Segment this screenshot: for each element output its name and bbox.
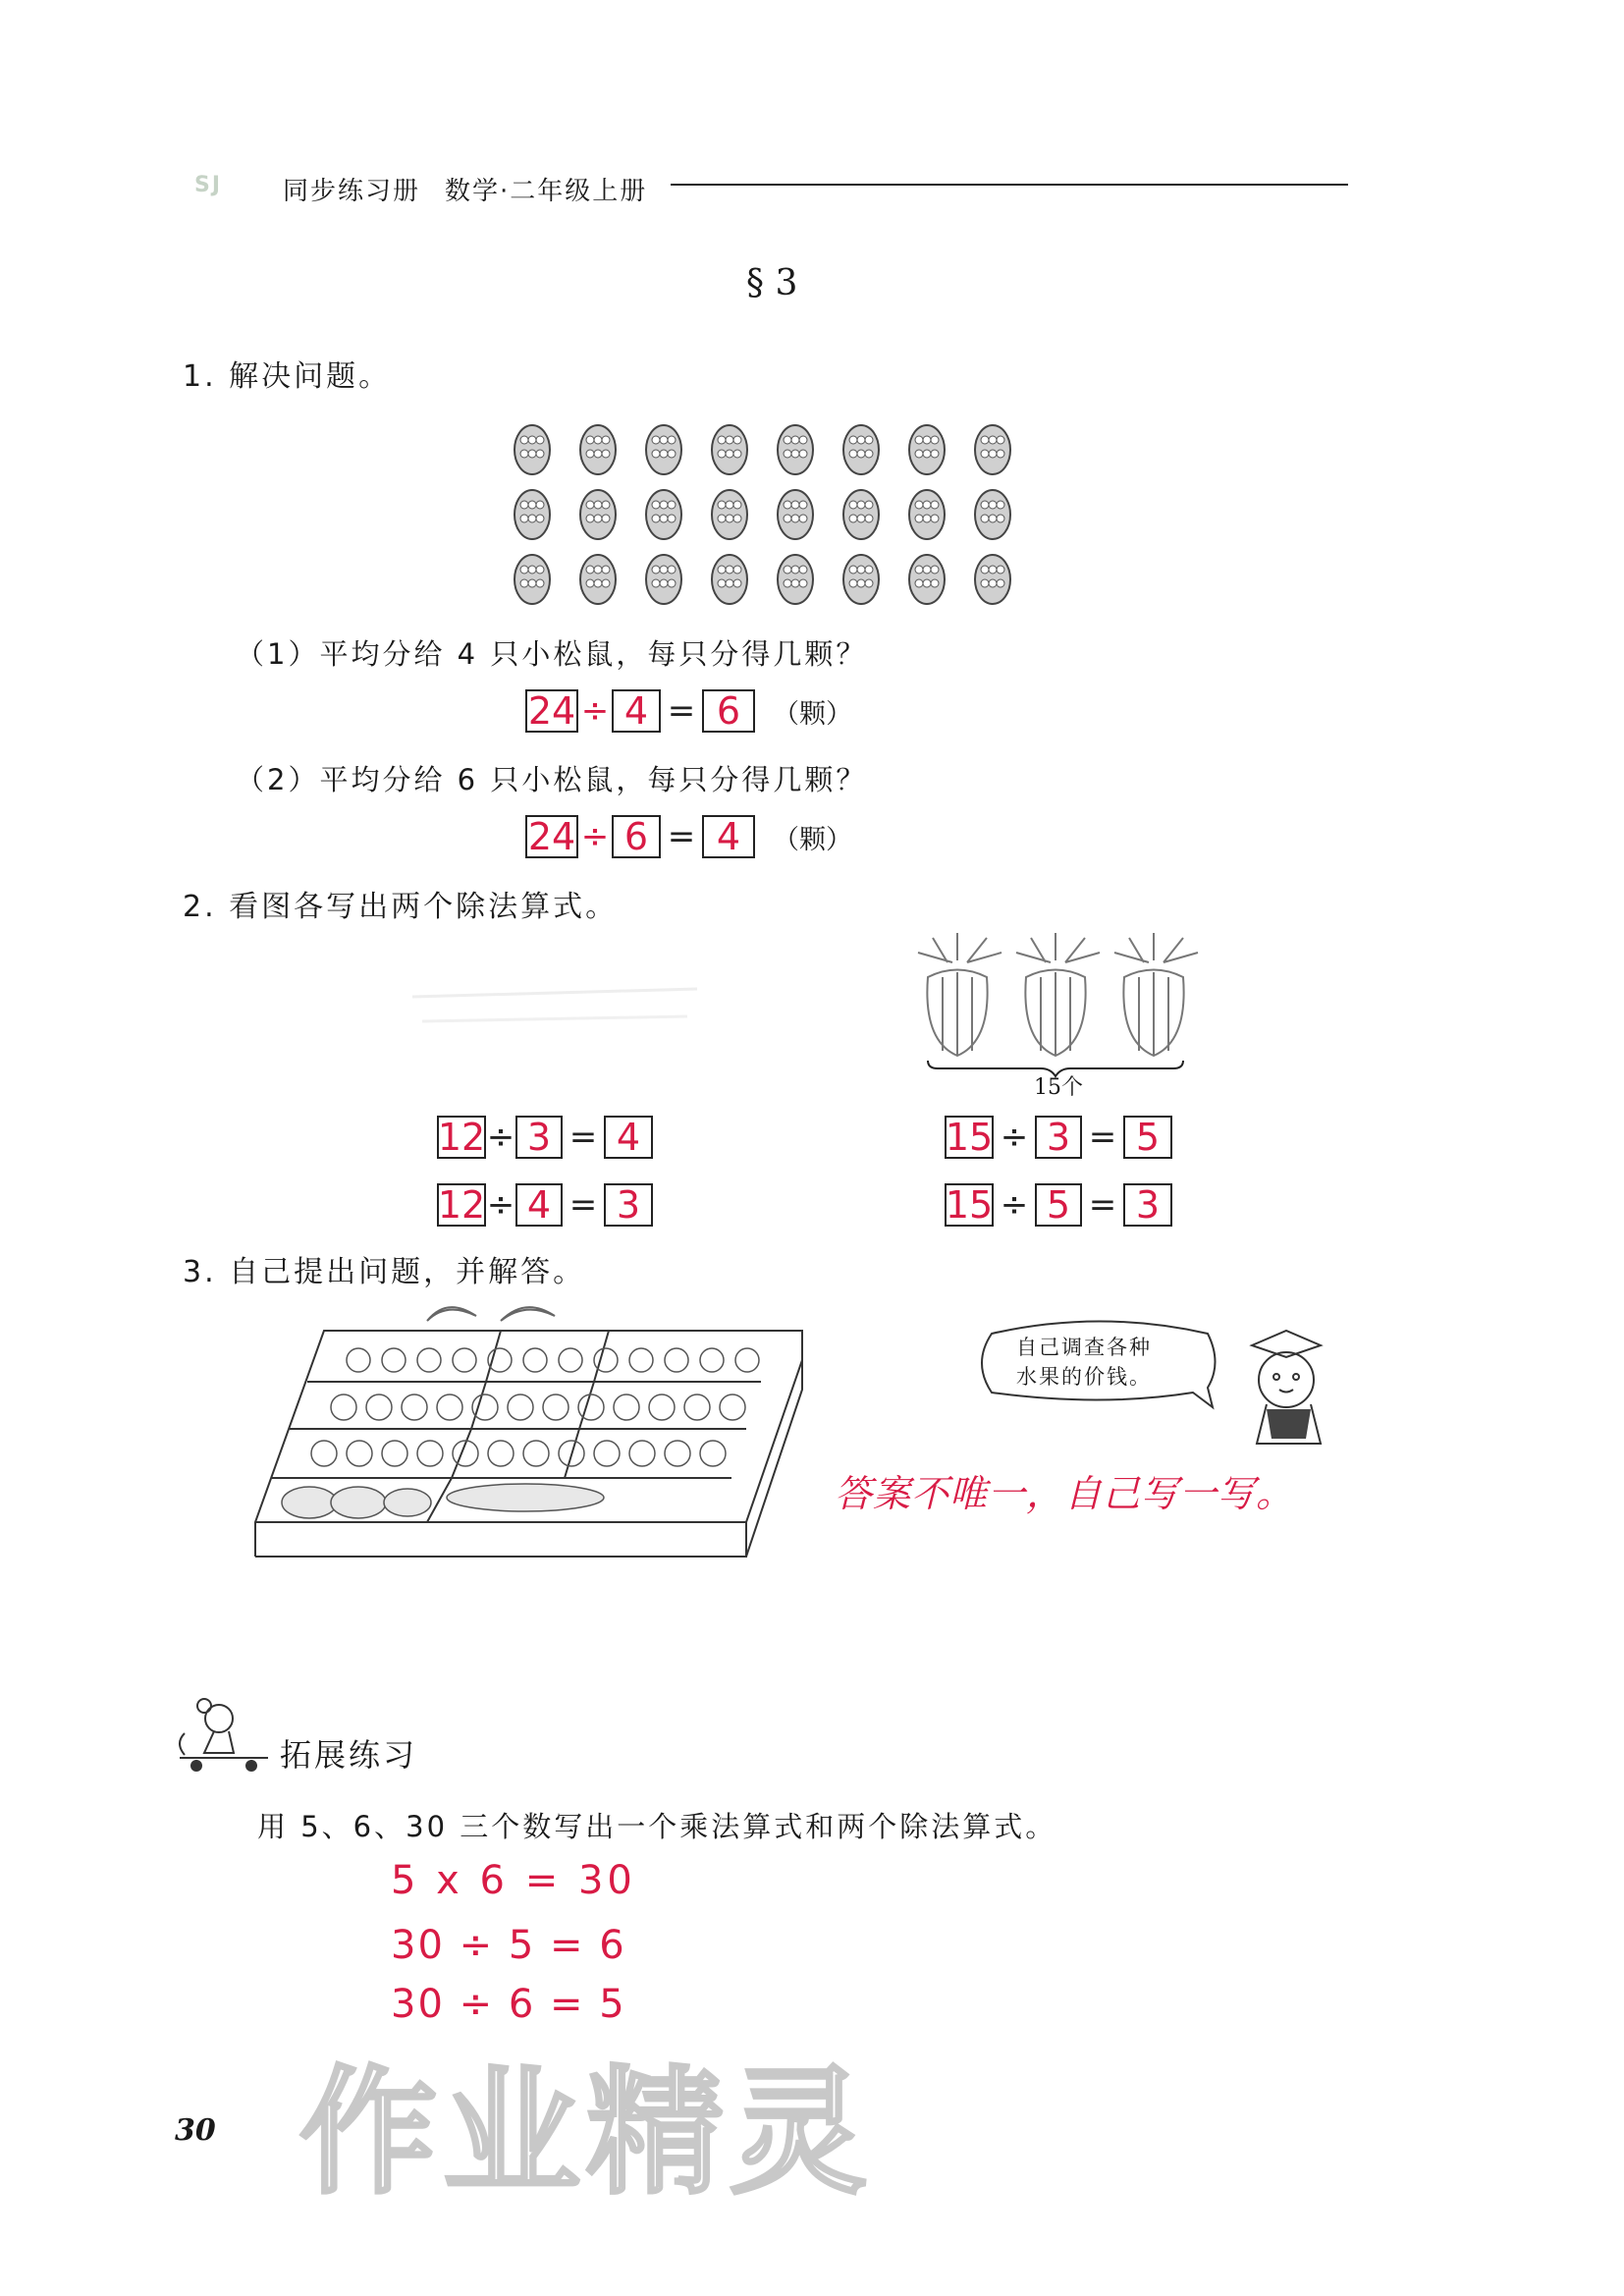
division-sign: ÷ — [580, 691, 610, 731]
pinecone-icon — [909, 490, 945, 539]
equals-sign: = — [667, 817, 696, 856]
question-2-title: 2. 看图各写出两个除法算式。 — [183, 890, 619, 924]
pinecone-icon — [975, 555, 1010, 604]
pineapple-count-label: 15个 — [1034, 1075, 1083, 1100]
pinecone-icon — [580, 555, 616, 604]
equals-sign: = — [1088, 1118, 1117, 1157]
q2-left-row-2 — [437, 1183, 653, 1227]
sub-question-2: （2）平均分给 6 只小松鼠，每只分得几颗？ — [236, 763, 868, 796]
answer-box-dividend[interactable]: 24 — [525, 815, 578, 858]
equals-sign: = — [568, 1185, 598, 1225]
handwritten-note: 答案不唯一，自己写一写。 — [835, 1472, 1295, 1515]
answer-row-1 — [525, 689, 852, 733]
answer-box-divisor[interactable]: 3 — [515, 1116, 563, 1159]
answer-box-dividend[interactable]: 15 — [945, 1183, 994, 1227]
pinecone-icon — [646, 490, 681, 539]
q2-right-row-2 — [945, 1183, 1172, 1227]
faded-illustration — [403, 967, 707, 1046]
pinecone-icon — [514, 555, 550, 604]
unit-label: （颗） — [773, 824, 852, 855]
mouse-on-skateboard-icon — [175, 1684, 273, 1777]
pinecone-icon — [843, 555, 879, 604]
pinecone-icon — [778, 555, 813, 604]
watermark: 作业精灵 — [299, 2053, 874, 2214]
pinecone-icon — [646, 425, 681, 474]
subject-title: 数学·二年级上册 — [445, 177, 648, 206]
fruit-stand-icon — [250, 1301, 810, 1566]
answer-box-quotient[interactable]: 4 — [702, 815, 755, 858]
graduate-character — [1232, 1306, 1340, 1453]
publisher-logo: SJ — [194, 173, 223, 197]
equals-sign: = — [667, 691, 696, 731]
page-number: 30 — [175, 2113, 216, 2148]
answer-box-divisor[interactable]: 6 — [612, 815, 661, 858]
pinecone-icon — [646, 555, 681, 604]
extension-answer-3: 30 ÷ 6 = 5 — [391, 1982, 626, 2027]
answer-box-quotient[interactable]: 5 — [1123, 1116, 1172, 1159]
answer-box-dividend[interactable]: 12 — [437, 1183, 486, 1227]
pinecone-grid — [511, 420, 1011, 607]
pinecone-icon — [514, 425, 550, 474]
division-sign: ÷ — [580, 817, 610, 856]
answer-box-dividend[interactable]: 15 — [945, 1116, 994, 1159]
pinecone-icon — [843, 490, 879, 539]
answer-box-dividend[interactable]: 24 — [525, 689, 578, 733]
book-title: 同步练习册 — [283, 177, 421, 206]
unit-label: （颗） — [773, 698, 852, 730]
bubble-text-line-1: 自己调查各种 — [1016, 1336, 1152, 1359]
pinecone-icon — [909, 425, 945, 474]
pinecone-icon — [712, 425, 747, 474]
question-1-title: 1. 解决问题。 — [183, 359, 392, 394]
answer-box-quotient[interactable]: 4 — [604, 1116, 653, 1159]
extension-mascot — [175, 1684, 273, 1777]
answer-box-quotient[interactable]: 3 — [1123, 1183, 1172, 1227]
page-header — [185, 169, 1348, 208]
pinecone-icon — [909, 555, 945, 604]
sub-question-1: （1）平均分给 4 只小松鼠，每只分得几颗？ — [236, 637, 868, 671]
pinecone-icon — [778, 425, 813, 474]
pinecone-illustration — [511, 420, 1011, 607]
extension-answer-2: 30 ÷ 5 = 6 — [391, 1923, 626, 1968]
answer-box-divisor[interactable]: 3 — [1035, 1116, 1082, 1159]
pinecone-icon — [778, 490, 813, 539]
division-sign: ÷ — [1000, 1185, 1029, 1225]
question-3-title: 3. 自己提出问题，并解答。 — [183, 1255, 586, 1289]
equals-sign: = — [568, 1118, 598, 1157]
pinecone-icon — [712, 490, 747, 539]
speech-bubble — [972, 1314, 1227, 1412]
answer-box-quotient[interactable]: 3 — [604, 1183, 653, 1227]
pinecone-icon — [975, 490, 1010, 539]
answer-box-divisor[interactable]: 5 — [1035, 1183, 1082, 1227]
pinecone-icon — [580, 425, 616, 474]
bubble-text-line-2: 水果的价钱。 — [1016, 1365, 1152, 1389]
division-sign: ÷ — [486, 1118, 515, 1157]
q2-left-row-1 — [437, 1116, 653, 1159]
answer-box-divisor[interactable]: 4 — [612, 689, 661, 733]
section-title: § 3 — [746, 263, 798, 303]
extension-answer-1: 5 x 6 = 30 — [391, 1858, 636, 1903]
fruit-stand-illustration — [250, 1301, 810, 1566]
q2-right-row-1 — [945, 1116, 1172, 1159]
answer-box-divisor[interactable]: 4 — [515, 1183, 563, 1227]
pinecone-icon — [843, 425, 879, 474]
header-rule — [671, 184, 1348, 186]
extension-title: 拓展练习 — [280, 1736, 418, 1774]
division-sign: ÷ — [1000, 1118, 1029, 1157]
division-sign: ÷ — [486, 1185, 515, 1225]
equals-sign: = — [1088, 1185, 1117, 1225]
answer-row-2 — [525, 815, 852, 858]
pinecone-icon — [712, 555, 747, 604]
pinecone-icon — [580, 490, 616, 539]
pinecone-icon — [514, 490, 550, 539]
answer-box-dividend[interactable]: 12 — [437, 1116, 486, 1159]
answer-box-quotient[interactable]: 6 — [702, 689, 755, 733]
extension-prompt: 用 5、6、30 三个数写出一个乘法算式和两个除法算式。 — [257, 1810, 1057, 1843]
pinecone-icon — [975, 425, 1010, 474]
graduate-icon — [1232, 1306, 1340, 1453]
